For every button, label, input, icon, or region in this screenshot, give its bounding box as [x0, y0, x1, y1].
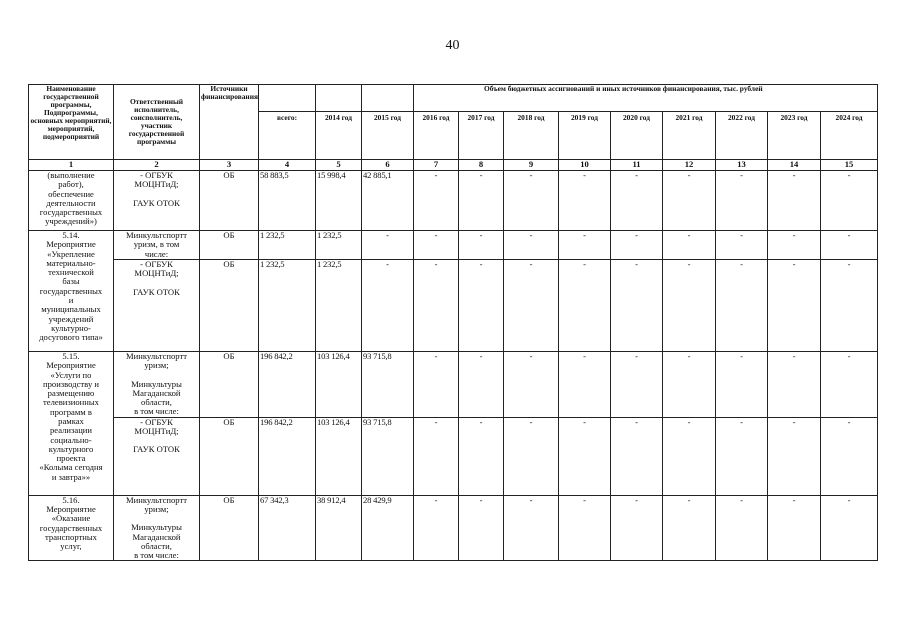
executor — [114, 495, 200, 561]
amount-year: - — [663, 260, 716, 352]
measure-name-line: услуг, — [60, 541, 82, 552]
measure-name-line: государственных — [39, 285, 103, 296]
executor-line: области, — [141, 397, 172, 408]
amount-year: - — [663, 171, 716, 231]
amount-total: 58 883,5 — [259, 171, 316, 231]
amount-year: - — [504, 352, 559, 418]
executor-line: МОЦНТиД; — [134, 268, 179, 279]
column-number: 1 — [29, 160, 114, 171]
measure-name-line: досугового типа» — [39, 332, 103, 343]
executor-line: Магаданской — [132, 531, 181, 542]
amount-year: - — [821, 171, 878, 231]
executor-line: - ОГБУК — [140, 417, 173, 427]
executor — [114, 171, 200, 231]
amount-year: - — [459, 231, 504, 260]
amount-year: - — [504, 231, 559, 260]
measure-name-line: 5.15. — [62, 351, 80, 361]
funding-source: ОБ — [200, 260, 259, 352]
executor-line: Минкультуры — [131, 378, 182, 389]
column-number: 11 — [611, 160, 663, 171]
measure-name-line: размещению — [47, 388, 95, 399]
column-number: 10 — [559, 160, 611, 171]
amount-year: - — [716, 171, 768, 231]
header-executor-column: Ответственный исполнитель, соисполнитель, участник государственной программы — [114, 85, 200, 160]
funding-source: ОБ — [200, 231, 259, 260]
amount-year: - — [559, 171, 611, 231]
amount-year: - — [559, 352, 611, 418]
measure-name-line: Мероприятие — [46, 503, 96, 514]
table-row — [29, 495, 878, 561]
amount-year: - — [459, 260, 504, 352]
amount-year: - — [768, 260, 821, 352]
header-year: 2023 год — [768, 112, 821, 160]
measure-name-line: производству и — [43, 378, 99, 389]
table-row — [29, 231, 878, 260]
measure-name-line: социально- — [50, 434, 92, 445]
measure-name-line: 5.16. — [62, 495, 80, 505]
measure-name-line: программ в — [50, 406, 92, 417]
amount-year: - — [611, 495, 663, 561]
amount-year: - — [459, 495, 504, 561]
measure-name — [29, 495, 114, 561]
amount-year: - — [663, 231, 716, 260]
amount-year: - — [459, 352, 504, 418]
amount-year: - — [768, 495, 821, 561]
amount-year: - — [504, 417, 559, 495]
measure-name — [29, 352, 114, 496]
amount-year: - — [716, 352, 768, 418]
amount-y2015: 93 715,8 — [362, 352, 414, 418]
amount-year: - — [611, 352, 663, 418]
amount-year: - — [611, 231, 663, 260]
measure-name-line: деятельности — [46, 197, 96, 208]
header-year: 2017 год — [459, 112, 504, 160]
header-year: 2014 год — [316, 112, 362, 160]
measure-name-line: муниципальных — [41, 304, 101, 315]
table-row — [29, 417, 878, 495]
executor-line: Минкультспортт — [126, 230, 187, 240]
header-year: 2016 год — [414, 112, 459, 160]
executor-line: Минкультспортт — [126, 351, 187, 361]
header-empty-cell — [316, 85, 362, 112]
column-number: 4 — [259, 160, 316, 171]
amount-y2015: 42 885,1 — [362, 171, 414, 231]
measure-name-line: «Колыма сегодня — [39, 462, 103, 473]
measure-name-line: 5.14. — [62, 230, 80, 240]
amount-y2015: 93 715,8 — [362, 417, 414, 495]
amount-year: - — [821, 495, 878, 561]
executor-line: в том числе: — [134, 406, 179, 417]
amount-y2015: - — [362, 231, 414, 260]
measure-name-line: и — [68, 294, 74, 305]
measure-name-line: учреждений») — [45, 216, 97, 227]
amount-year: - — [716, 495, 768, 561]
amount-year: - — [504, 495, 559, 561]
amount-year: - — [821, 417, 878, 495]
header-year: 2024 год — [821, 112, 878, 160]
measure-name-line: проекта — [56, 453, 86, 464]
table-row — [29, 352, 878, 418]
amount-total: 1 232,5 — [259, 231, 316, 260]
column-number: 2 — [114, 160, 200, 171]
header-year: 2022 год — [716, 112, 768, 160]
amount-total: 1 232,5 — [259, 260, 316, 352]
funding-source: ОБ — [200, 495, 259, 561]
executor-line: МОЦНТиД; — [134, 425, 179, 436]
table-row — [29, 260, 878, 352]
executor-line: - ОГБУК — [140, 170, 173, 180]
amount-year: - — [716, 260, 768, 352]
header-year: 2015 год — [362, 112, 414, 160]
amount-year: - — [716, 417, 768, 495]
executor — [114, 417, 200, 495]
measure-name-line: Мероприятие — [46, 239, 96, 250]
header-budget-group: Объем бюджетных ассигнований и иных источников финансирования, тыс. рублей — [414, 85, 878, 112]
measure-name-line: «Укрепление — [47, 248, 95, 259]
amount-year: - — [504, 260, 559, 352]
funding-source: ОБ — [200, 352, 259, 418]
amount-year: - — [559, 417, 611, 495]
executor-line: - ОГБУК — [140, 259, 173, 269]
amount-total: 67 342,3 — [259, 495, 316, 561]
column-number: 3 — [200, 160, 259, 171]
column-number: 8 — [459, 160, 504, 171]
column-number: 5 — [316, 160, 362, 171]
table-row — [29, 171, 878, 231]
amount-y2015: - — [362, 260, 414, 352]
measure-name-line: рамках — [58, 415, 84, 426]
amount-y2014: 103 126,4 — [316, 352, 362, 418]
amount-year: - — [611, 417, 663, 495]
executor-line: ГАУК ОТОК — [133, 286, 180, 297]
measure-name-line: и завтра»» — [51, 471, 91, 482]
amount-year: - — [768, 352, 821, 418]
amount-year: - — [414, 231, 459, 260]
amount-y2014: 15 998,4 — [316, 171, 362, 231]
measure-name — [29, 171, 114, 231]
amount-y2014: 38 912,4 — [316, 495, 362, 561]
measure-name-line: работ), — [58, 179, 84, 190]
measure-name-line: культурного — [48, 443, 94, 454]
column-number: 13 — [716, 160, 768, 171]
column-number: 6 — [362, 160, 414, 171]
measure-name-line: технической — [48, 267, 94, 278]
column-number: 12 — [663, 160, 716, 171]
column-number: 7 — [414, 160, 459, 171]
measure-name-line: культурно- — [51, 322, 91, 333]
amount-year: - — [504, 171, 559, 231]
amount-year: - — [768, 171, 821, 231]
amount-year: - — [821, 352, 878, 418]
amount-year: - — [414, 417, 459, 495]
header-year: 2020 год — [611, 112, 663, 160]
funding-source: ОБ — [200, 417, 259, 495]
column-number-row — [29, 160, 878, 171]
amount-year: - — [559, 260, 611, 352]
amount-year: - — [459, 171, 504, 231]
header-total: всего: — [259, 112, 316, 160]
measure-name-line: государственных — [39, 207, 103, 218]
header-empty-cell — [259, 85, 316, 112]
measure-name-line: реализации — [50, 425, 92, 436]
column-number: 14 — [768, 160, 821, 171]
measure-name-line: материально- — [46, 257, 96, 268]
amount-year: - — [821, 260, 878, 352]
amount-y2014: 1 232,5 — [316, 260, 362, 352]
funding-source: ОБ — [200, 171, 259, 231]
column-number: 9 — [504, 160, 559, 171]
measure-name-line: (выполнение — [47, 170, 95, 180]
header-name-column: Наименование государственной программы, Подпрограммы, основных мероприятий, мероприятий, подмероприятий — [29, 85, 114, 160]
measure-name-line: Мероприятие — [46, 360, 96, 371]
amount-year: - — [663, 417, 716, 495]
column-number: 15 — [821, 160, 878, 171]
amount-year: - — [611, 260, 663, 352]
executor — [114, 231, 200, 260]
measure-name-line: транспортных — [45, 531, 97, 542]
amount-total: 196 842,2 — [259, 352, 316, 418]
measure-name-line: «Услуги по — [50, 369, 92, 380]
measure-name-line: «Оказание — [51, 513, 91, 524]
executor — [114, 260, 200, 352]
measure-name-line: базы — [62, 276, 80, 287]
header-empty-cell — [362, 85, 414, 112]
executor-line: Минкультуры — [131, 522, 182, 533]
header-year: 2018 год — [504, 112, 559, 160]
measure-name — [29, 231, 114, 352]
amount-year: - — [414, 352, 459, 418]
amount-total: 196 842,2 — [259, 417, 316, 495]
executor-line: ГАУК ОТОК — [133, 197, 180, 208]
amount-y2015: 28 429,9 — [362, 495, 414, 561]
amount-year: - — [716, 231, 768, 260]
amount-year: - — [414, 171, 459, 231]
amount-year: - — [768, 231, 821, 260]
amount-year: - — [663, 495, 716, 561]
executor-line: Магаданской — [132, 387, 181, 398]
executor-line: уризм; — [144, 503, 169, 514]
amount-year: - — [663, 352, 716, 418]
header-year: 2021 год — [663, 112, 716, 160]
amount-year: - — [559, 495, 611, 561]
amount-y2014: 103 126,4 — [316, 417, 362, 495]
executor-line: ГАУК ОТОК — [133, 444, 180, 455]
amount-y2014: 1 232,5 — [316, 231, 362, 260]
measure-name-line: государственных — [39, 522, 103, 533]
amount-year: - — [414, 260, 459, 352]
measure-name-line: учреждений — [48, 313, 94, 324]
executor-line: числе: — [144, 248, 169, 259]
executor-line: уризм, в том — [133, 239, 180, 250]
header-source-column: Источники финансирования — [200, 85, 259, 160]
executor-line: МОЦНТиД; — [134, 179, 179, 190]
amount-year: - — [768, 417, 821, 495]
executor-line: в том числе: — [134, 550, 179, 561]
executor — [114, 352, 200, 418]
amount-year: - — [821, 231, 878, 260]
executor-line: Минкультспортт — [126, 495, 187, 505]
amount-year: - — [559, 231, 611, 260]
executor-line: уризм; — [144, 360, 169, 371]
measure-name-line: телевизионных — [43, 397, 99, 408]
measure-name-line: обеспечение — [48, 188, 94, 199]
amount-year: - — [414, 495, 459, 561]
table-body — [29, 171, 878, 561]
amount-year: - — [459, 417, 504, 495]
executor-line: области, — [141, 540, 172, 551]
page-number: 40 — [445, 38, 460, 53]
header-year: 2019 год — [559, 112, 611, 160]
budget-table — [28, 84, 878, 561]
amount-year: - — [611, 171, 663, 231]
